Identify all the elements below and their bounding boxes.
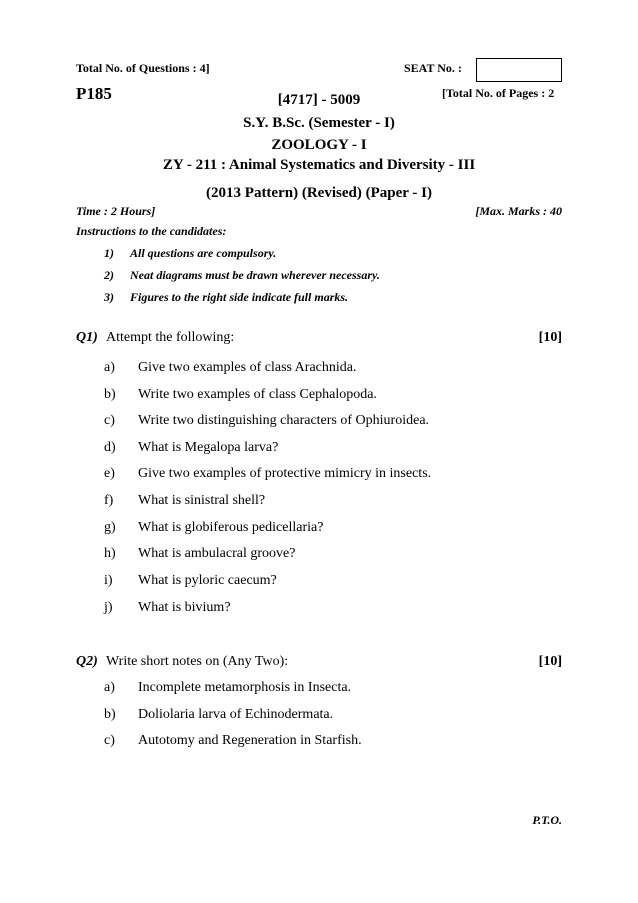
q2-item-letter: a) [104, 680, 115, 695]
q1-item-text: What is bivium? [138, 600, 231, 615]
q1-item-text: What is pyloric caecum? [138, 573, 277, 588]
q1-item-text: Write two examples of class Cephalopoda. [138, 387, 377, 402]
instruction-text: Figures to the right side indicate full marks. [130, 290, 349, 304]
q1-item-letter: h) [104, 546, 116, 561]
q1-item-letter: c) [104, 413, 115, 428]
q1-label: Q1) [76, 330, 98, 345]
q1-item-letter: f) [104, 493, 114, 508]
q1-item-letter: b) [104, 387, 116, 402]
q2-prompt: Write short notes on (Any Two): [106, 654, 289, 669]
instruction-number: 1) [104, 246, 114, 260]
instructions-heading: Instructions to the candidates: [76, 224, 227, 238]
q1-item-text: Write two distinguishing characters of Ophiuroidea. [138, 413, 430, 428]
q1-item-letter: a) [104, 360, 115, 375]
paper-title: ZY - 211 : Animal Systematics and Diversity - III [162, 157, 476, 173]
q1-item-letter: g) [104, 520, 116, 535]
q1-marks: [10] [538, 330, 562, 345]
q2-item-letter: b) [104, 707, 116, 722]
q2-item-text: Incomplete metamorphosis in Insecta. [138, 680, 352, 695]
q1-item-letter: d) [104, 440, 116, 455]
instruction-text: Neat diagrams must be drawn wherever necessary. [130, 268, 380, 282]
subject-title: ZOOLOGY - I [271, 137, 367, 153]
q2-label: Q2) [76, 654, 98, 669]
q1-item-letter: e) [104, 466, 115, 481]
total-questions: Total No. of Questions : 4] [76, 61, 210, 75]
seat-number-box [476, 58, 562, 82]
pto-note: P.T.O. [532, 813, 562, 827]
pattern-title: (2013 Pattern) (Revised) (Paper - I) [206, 185, 432, 201]
instruction-number: 3) [104, 290, 114, 304]
time-allowed: Time : 2 Hours] [76, 204, 156, 218]
q2-item-text: Autotomy and Regeneration in Starfish. [138, 733, 362, 748]
exam-code: [4717] - 5009 [277, 92, 361, 108]
instruction-text: All questions are compulsory. [130, 246, 277, 260]
q1-item-text: Give two examples of protective mimicry in insects. [138, 466, 432, 481]
total-pages: [Total No. of Pages : 2 [442, 86, 555, 100]
q1-item-letter: j) [104, 600, 113, 615]
q1-item-text: What is ambulacral groove? [138, 546, 296, 561]
q2-item-text: Doliolaria larva of Echinodermata. [138, 707, 334, 722]
course-title: S.Y. B.Sc. (Semester - I) [243, 115, 395, 131]
q2-marks: [10] [538, 654, 562, 669]
paper-code: P185 [76, 84, 112, 103]
seat-label: SEAT No. : [404, 61, 462, 75]
q1-item-letter: i) [104, 573, 113, 588]
instruction-number: 2) [104, 268, 114, 282]
max-marks: [Max. Marks : 40 [475, 204, 562, 218]
q1-item-text: Give two examples of class Arachnida. [138, 360, 357, 375]
q1-prompt: Attempt the following: [106, 330, 235, 345]
q1-item-text: What is globiferous pedicellaria? [138, 520, 324, 535]
q1-item-text: What is Megalopa larva? [138, 440, 279, 455]
q2-item-letter: c) [104, 733, 115, 748]
q1-item-text: What is sinistral shell? [138, 493, 266, 508]
